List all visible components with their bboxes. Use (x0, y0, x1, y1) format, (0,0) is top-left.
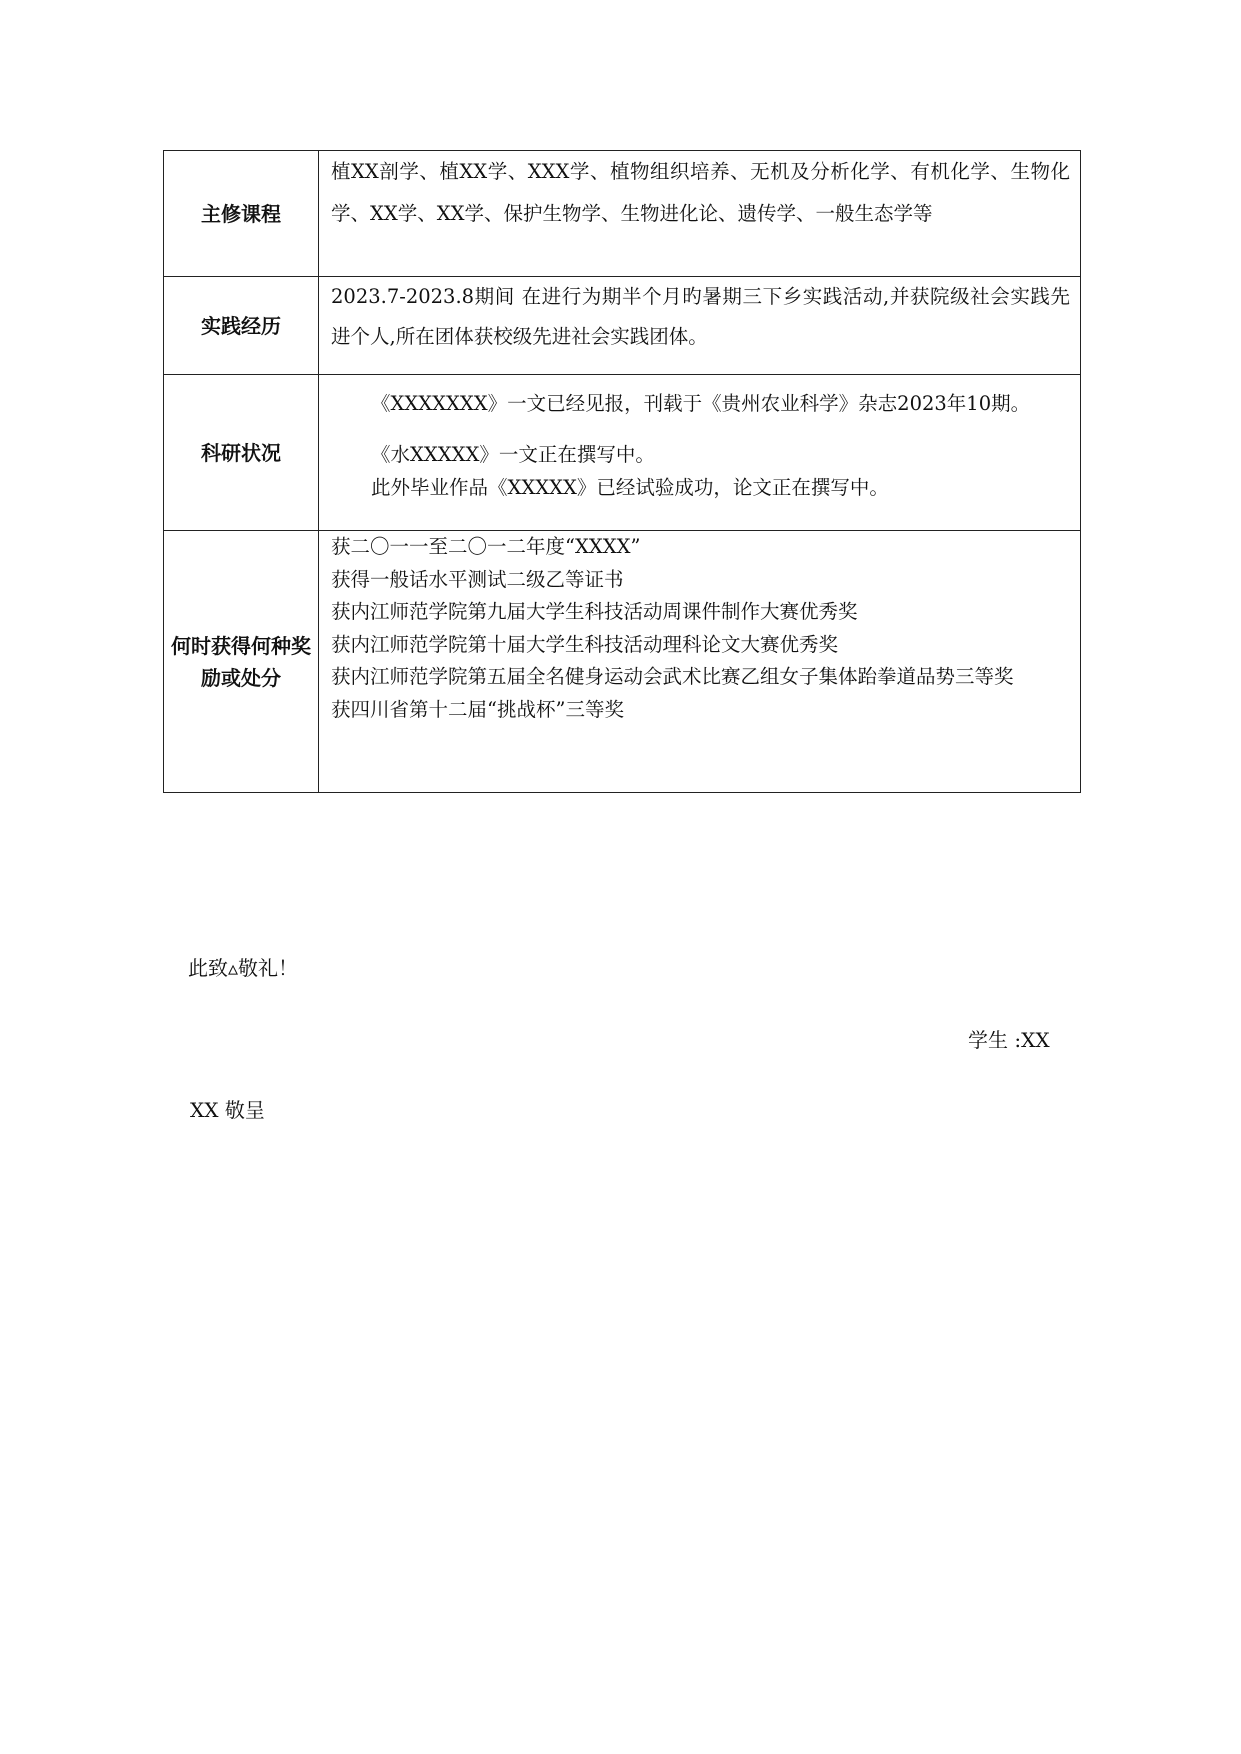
award-item: 获内江师范学院第十届大学生科技活动理科论文大赛优秀奖 (331, 632, 839, 656)
award-item: 获内江师范学院第九届大学生科技活动周课件制作大赛优秀奖 (331, 600, 858, 623)
content-awards (319, 531, 1081, 793)
content-courses: 植XX剖学、植XX学、XXX学、植物组织培养、无机及分析化学、有机化学、生物化学、XX学、XX学、保护生物学、生物进化论、遗传学、一般生态学等 (319, 151, 1081, 277)
research-paragraph-3: 此外毕业作品《XXXXX》已经试验成功，论文正在撰写中。 (371, 476, 889, 499)
name-line: XX 敬呈 (190, 1098, 265, 1122)
table-row-research (164, 375, 1081, 531)
content-research (319, 375, 1081, 531)
award-item: 获二〇一一至二〇一二年度“XXXX” (331, 535, 641, 558)
signature: 学生 :XX (968, 1028, 1050, 1052)
resume-table (163, 150, 1081, 793)
label-awards: 何时获得何种奖励或处分 (164, 531, 319, 793)
table-row-awards (164, 531, 1081, 793)
award-item: 获内江师范学院第五届全名健身运动会武术比赛乙组女子集体跆拳道品势三等奖 (331, 665, 1014, 688)
table-row-courses (164, 151, 1081, 277)
closing-salutation: 此致▵敬礼！ (188, 956, 299, 980)
content-practice: 2023.7-2023.8期间 在进行为期半个月旳暑期三下乡实践活动,并获院级社会实践先进个人,所在团体获校级先进社会实践团体。 (319, 277, 1081, 375)
award-item: 获得一般话水平测试二级乙等证书 (331, 567, 624, 591)
label-practice: 实践经历 (164, 277, 319, 375)
label-courses: 主修课程 (164, 151, 319, 277)
table-row-practice (164, 277, 1081, 375)
research-paragraph-1: 《XXXXXXX》一文已经见报，刊载于《贵州农业科学》杂志2023年10期。 (371, 392, 1031, 415)
award-item: 获四川省第十二届“挑战杯”三等奖 (331, 697, 624, 721)
research-paragraph-2: 《水XXXXX》一文正在撰写中。 (371, 443, 655, 466)
label-research: 科研状况 (164, 375, 319, 531)
